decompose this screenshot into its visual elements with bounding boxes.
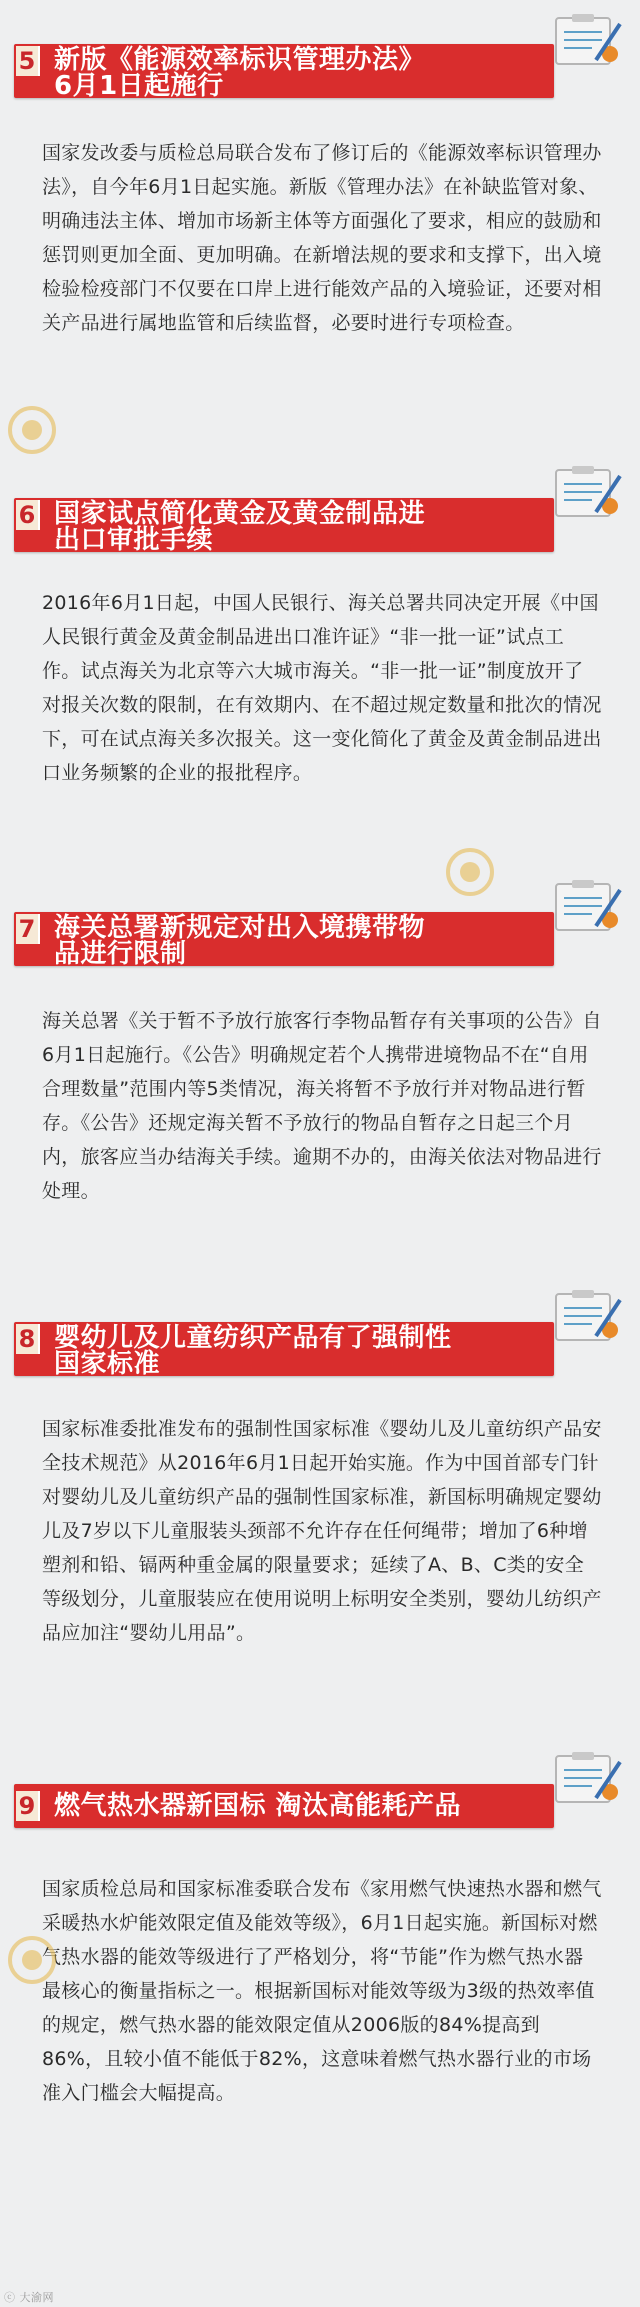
section-banner xyxy=(14,1784,554,1828)
section-title xyxy=(54,1793,484,1819)
cctv-watermark-icon xyxy=(2,1930,62,1990)
section-number: 6 xyxy=(16,500,40,530)
section-banner xyxy=(14,1322,554,1379)
clipboard-pencil-icon xyxy=(548,1748,626,1808)
clipboard-pencil-icon xyxy=(548,10,626,70)
section-title-line: 海关总署新规定对出入境携带物 xyxy=(54,913,426,943)
section-number: 8 xyxy=(16,1324,40,1354)
clipboard-pencil-icon xyxy=(548,1286,626,1346)
section-title xyxy=(54,47,484,99)
section-title-line: 品进行限制 xyxy=(54,939,187,969)
clipboard-pencil-icon xyxy=(548,876,626,936)
clipboard-pencil-icon xyxy=(548,462,626,522)
section-body: 2016年6月1日起，中国人民银行、海关总署共同决定开展《中国人民银行黄金及黄金制品进出口准许证》“非一批一证”试点工作。试点海关为北京等六大城市海关。“非一批一证”制度放开了对报关次数的限制，在有效期内、在不超过规定数量和批次的情况下，可在试点海关多次报关。这一变化简化了黄金及黄金制品进出口业务频繁的企业的报批程序。 xyxy=(42,592,602,784)
section-body: 国家质检总局和国家标准委联合发布《家用燃气快速热水器和燃气采暖热水炉能效限定值及能效等级》，6月1日起实施。新国标对燃气热水器的能效等级进行了严格划分，将“节能”作为燃气热水器最核心的衡量指标之一。根据新国标对能效等级为3级的热效率值的规定，燃气热水器的能效限定值从2006版的84%提高到86%，且较小值不能低于82%，这意味着燃气热水器行业的市场准入门槛会大幅提高。 xyxy=(42,1878,602,2104)
cctv-watermark-icon xyxy=(2,400,62,460)
section-banner xyxy=(14,498,554,555)
cctv-watermark-icon xyxy=(440,842,500,902)
section-title-line: 6月1日起施行 xyxy=(54,71,224,101)
section-title-line: 婴幼儿及儿童纺织产品有了强制性 xyxy=(54,1323,452,1353)
section-title xyxy=(54,501,484,553)
section-title-line: 新版《能源效率标识管理办法》 xyxy=(54,45,426,75)
section-body: 海关总署《关于暂不予放行旅客行李物品暂存有关事项的公告》自6月1日起施行。《公告》明确规定若个人携带进境物品不在“自用合理数量”范围内等5类情况，海关将暂不予放行并对物品进行暂存。《公告》还规定海关暂不予放行的物品自暂存之日起三个月内，旅客应当办结海关手续。逾期不办的，由海关依法对物品进行处理。 xyxy=(42,1010,602,1202)
section-body: 国家发改委与质检总局联合发布了修订后的《能源效率标识管理办法》，自今年6月1日起实施。新版《管理办法》在补缺监管对象、明确违法主体、增加市场新主体等方面强化了要求，相应的鼓励和惩罚则更加全面、更加明确。在新增法规的要求和支撑下，出入境检验检疫部门不仅要在口岸上进行能效产品的入境验证，还要对相关产品进行属地监管和后续监督，必要时进行专项检查。 xyxy=(42,142,602,334)
section-banner xyxy=(14,44,554,101)
section-number: 9 xyxy=(16,1791,40,1821)
section-title xyxy=(54,915,484,967)
section-body: 国家标准委批准发布的强制性国家标准《婴幼儿及儿童纺织产品安全技术规范》从2016年6月1日起开始实施。作为中国首部专门针对婴幼儿及儿童纺织产品的强制性国家标准，新国标明确规定婴幼儿及7岁以下儿童服装头颈部不允许存在任何绳带；增加了6种增塑剂和铅、镉两种重金属的限量要求；延续了A、B、C类的安全等级划分，儿童服装应在使用说明上标明安全类别，婴幼儿纺织产品应加注“婴幼儿用品”。 xyxy=(42,1418,602,1644)
section-title xyxy=(54,1325,484,1377)
section-title-line: 出口审批手续 xyxy=(54,525,214,555)
section-banner xyxy=(14,912,554,969)
section-title-line: 国家试点简化黄金及黄金制品进 xyxy=(54,499,426,529)
section-title-line: 燃气热水器新国标 淘汰高能耗产品 xyxy=(54,1791,462,1821)
section-title-line: 国家标准 xyxy=(54,1349,161,1379)
section-number: 5 xyxy=(16,46,40,76)
section-number: 7 xyxy=(16,914,40,944)
footer-watermark: ⓒ 大渝网 xyxy=(4,2291,54,2304)
